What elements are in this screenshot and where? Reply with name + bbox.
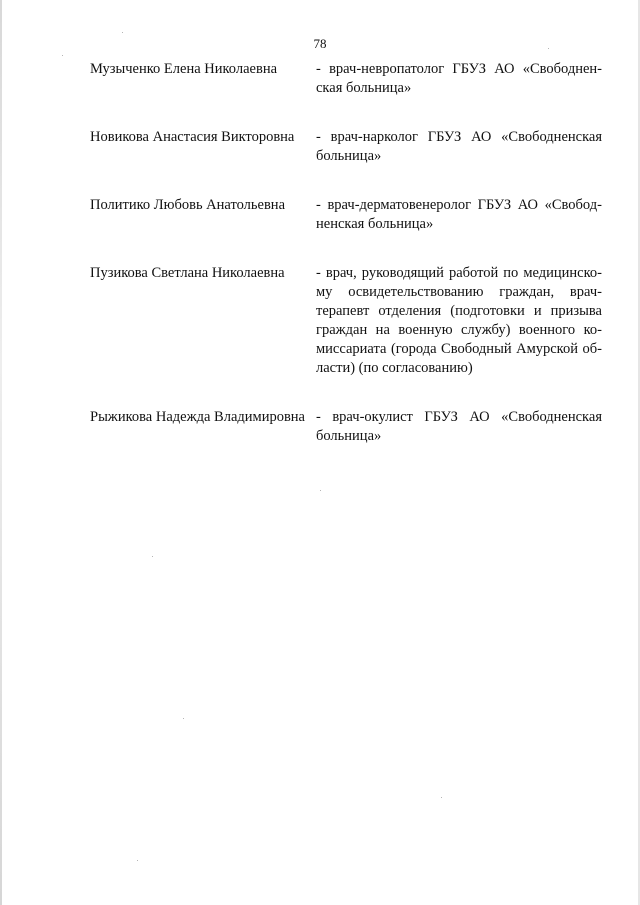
entry-position: - врач-окулист ГБУЗ АО «Свободненская больница»	[316, 409, 602, 444]
scan-speck	[62, 55, 63, 56]
list-item	[90, 128, 602, 166]
entry-name: Пузикова Светлана Николаевна	[90, 265, 285, 281]
personnel-list	[90, 60, 602, 476]
scan-speck	[137, 860, 138, 861]
page-number: 78	[313, 36, 327, 51]
list-item	[90, 264, 602, 378]
list-item	[90, 408, 602, 446]
entry-position: - врач-нарколог ГБУЗ АО «Свободненская больница»	[316, 129, 602, 164]
entry-name: Новикова Анастасия Викторовна	[90, 129, 295, 145]
list-item	[90, 196, 602, 234]
scan-speck	[320, 490, 321, 491]
scan-speck	[548, 48, 549, 49]
list-item	[90, 60, 602, 98]
entry-position: - врач-невропатолог ГБУЗ АО «Свободненская больница»	[316, 61, 602, 96]
scan-speck	[183, 718, 184, 719]
scan-edge-left	[0, 0, 2, 905]
scan-speck	[441, 797, 442, 798]
scan-speck	[122, 32, 123, 33]
entry-position: - врач-дерматовенеролог ГБУЗ АО «Свободненская больница»	[316, 197, 602, 232]
entry-name: Рыжикова Надежда Владимировна	[90, 409, 305, 425]
entry-position: - врач, руководящий работой по медицинскому освидетельствованию граждан, врач-терапевт отделения (подготовки и призыва граждан на военную службу) военного комиссариата (города Свободный Амурской области) (по согласованию)	[316, 265, 602, 376]
entry-name: Музыченко Елена Николаевна	[90, 61, 278, 77]
entry-name: Политико Любовь Анатольевна	[90, 197, 286, 213]
scan-speck	[152, 556, 153, 557]
